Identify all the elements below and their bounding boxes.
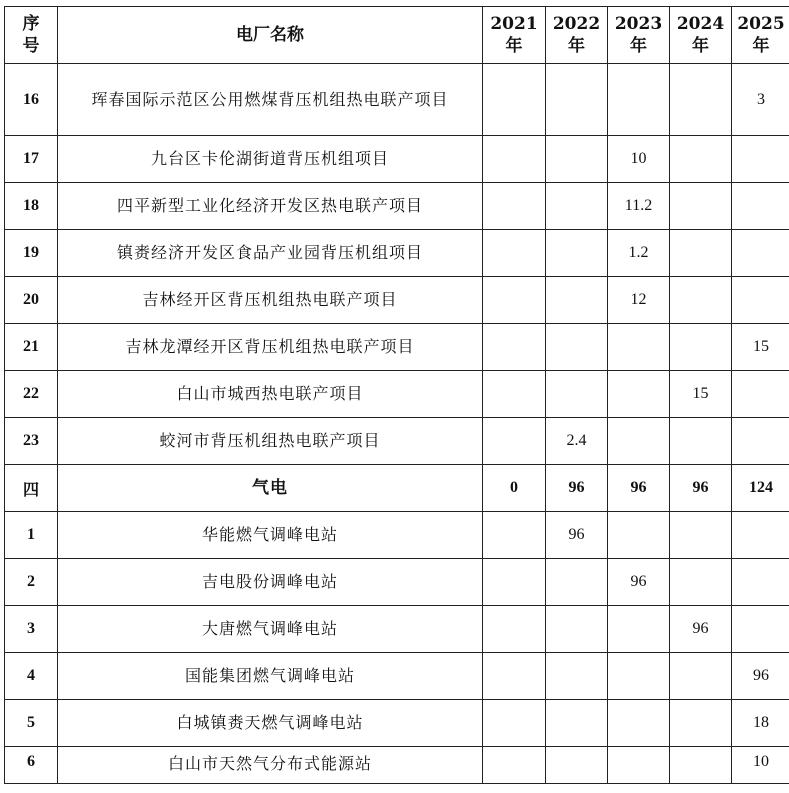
cell-2022 [546,64,608,136]
cell-2024 [670,136,732,183]
row-plant-name: 吉林龙潭经开区背压机组热电联产项目 [58,324,483,371]
row-plant-name: 吉电股份调峰电站 [58,559,483,606]
table-row [5,64,789,136]
row-seq: 17 [5,136,58,183]
cell-2022 [546,183,608,230]
cell-2025 [732,136,789,183]
cell-2022 [546,136,608,183]
cell-2025 [732,371,789,418]
cell-2021 [483,700,546,747]
subtotal-2024: 96 [670,465,732,512]
header-plant-name: 电厂名称 [58,7,483,64]
cell-2022 [546,700,608,747]
cell-2021 [483,418,546,465]
cell-2023: 96 [608,559,670,606]
row-seq: 4 [5,653,58,700]
cell-2025 [732,559,789,606]
header-year-2023: 2023 年 [608,7,670,64]
subtotal-2022: 96 [546,465,608,512]
table-row [5,512,789,559]
row-seq: 18 [5,183,58,230]
cell-2021 [483,653,546,700]
row-plant-name: 蛟河市背压机组热电联产项目 [58,418,483,465]
cell-2025: 96 [732,653,789,700]
cell-2022: 96 [546,512,608,559]
section-seq: 四 [5,465,58,512]
row-plant-name: 国能集团燃气调峰电站 [58,653,483,700]
cell-2021 [483,606,546,653]
cell-2023 [608,418,670,465]
cell-2022 [546,230,608,277]
row-plant-name: 九台区卡伦湖街道背压机组项目 [58,136,483,183]
row-plant-name: 白山市城西热电联产项目 [58,371,483,418]
cell-2024 [670,653,732,700]
cell-2025: 10 [732,747,789,784]
table-header-row [5,7,789,64]
cell-2025 [732,606,789,653]
cell-2024 [670,230,732,277]
cell-2025: 18 [732,700,789,747]
table-row [5,183,789,230]
subtotal-2025: 124 [732,465,789,512]
cell-2023 [608,653,670,700]
cell-2024 [670,324,732,371]
cell-2025 [732,183,789,230]
header-year-2024: 2024 年 [670,7,732,64]
cell-2024 [670,747,732,784]
row-plant-name: 华能燃气调峰电站 [58,512,483,559]
subtotal-2021: 0 [483,465,546,512]
cell-2022 [546,559,608,606]
cell-2021 [483,747,546,784]
table-row [5,230,789,277]
row-seq: 2 [5,559,58,606]
row-plant-name: 白山市天然气分布式能源站 [58,747,483,784]
cell-2023 [608,64,670,136]
row-seq: 20 [5,277,58,324]
cell-2021 [483,136,546,183]
cell-2021 [483,64,546,136]
table-row [5,371,789,418]
cell-2022: 2.4 [546,418,608,465]
cell-2024 [670,700,732,747]
row-seq: 22 [5,371,58,418]
cell-2024: 96 [670,606,732,653]
row-seq: 3 [5,606,58,653]
cell-2024 [670,418,732,465]
row-plant-name: 大唐燃气调峰电站 [58,606,483,653]
row-seq: 23 [5,418,58,465]
row-plant-name: 吉林经开区背压机组热电联产项目 [58,277,483,324]
cell-2023 [608,700,670,747]
cell-2024 [670,512,732,559]
table-body [5,64,789,784]
cell-2022 [546,324,608,371]
table-row [5,653,789,700]
section-title: 气电 [58,465,483,512]
header-seq: 序 号 [5,7,58,64]
row-seq: 6 [5,747,58,784]
table-row [5,136,789,183]
cell-2024 [670,559,732,606]
cell-2022 [546,606,608,653]
cell-2023: 1.2 [608,230,670,277]
cell-2021 [483,559,546,606]
row-plant-name: 白城镇赉天燃气调峰电站 [58,700,483,747]
row-seq: 21 [5,324,58,371]
table-row [5,606,789,653]
row-plant-name: 镇赉经济开发区食品产业园背压机组项目 [58,230,483,277]
cell-2024 [670,64,732,136]
header-year-2025: 2025 年 [732,7,789,64]
cell-2023: 11.2 [608,183,670,230]
header-year-2022: 2022 年 [546,7,608,64]
cell-2024 [670,277,732,324]
row-seq: 5 [5,700,58,747]
subtotal-2023: 96 [608,465,670,512]
cell-2023 [608,747,670,784]
cell-2023 [608,512,670,559]
cell-2021 [483,512,546,559]
cell-2024 [670,183,732,230]
row-seq: 1 [5,512,58,559]
table-row [5,747,789,784]
table-row [5,277,789,324]
row-plant-name: 珲春国际示范区公用燃煤背压机组热电联产项目 [58,64,483,136]
cell-2021 [483,371,546,418]
cell-2025 [732,230,789,277]
row-seq: 19 [5,230,58,277]
cell-2023 [608,606,670,653]
cell-2025: 3 [732,64,789,136]
section-row-gas-power [5,465,789,512]
table-row [5,700,789,747]
cell-2025 [732,512,789,559]
table-row [5,418,789,465]
cell-2022 [546,277,608,324]
header-year-2021: 2021 年 [483,7,546,64]
cell-2021 [483,183,546,230]
cell-2021 [483,230,546,277]
cell-2023: 12 [608,277,670,324]
cell-2023 [608,371,670,418]
cell-2021 [483,324,546,371]
row-seq: 16 [5,64,58,136]
cell-2021 [483,277,546,324]
cell-2025 [732,418,789,465]
power-plant-table [4,6,789,784]
row-plant-name: 四平新型工业化经济开发区热电联产项目 [58,183,483,230]
cell-2022 [546,653,608,700]
cell-2024: 15 [670,371,732,418]
table-row [5,324,789,371]
cell-2022 [546,747,608,784]
table-row [5,559,789,606]
cell-2022 [546,371,608,418]
cell-2025 [732,277,789,324]
cell-2023: 10 [608,136,670,183]
cell-2023 [608,324,670,371]
table-container [4,6,789,784]
cell-2025: 15 [732,324,789,371]
